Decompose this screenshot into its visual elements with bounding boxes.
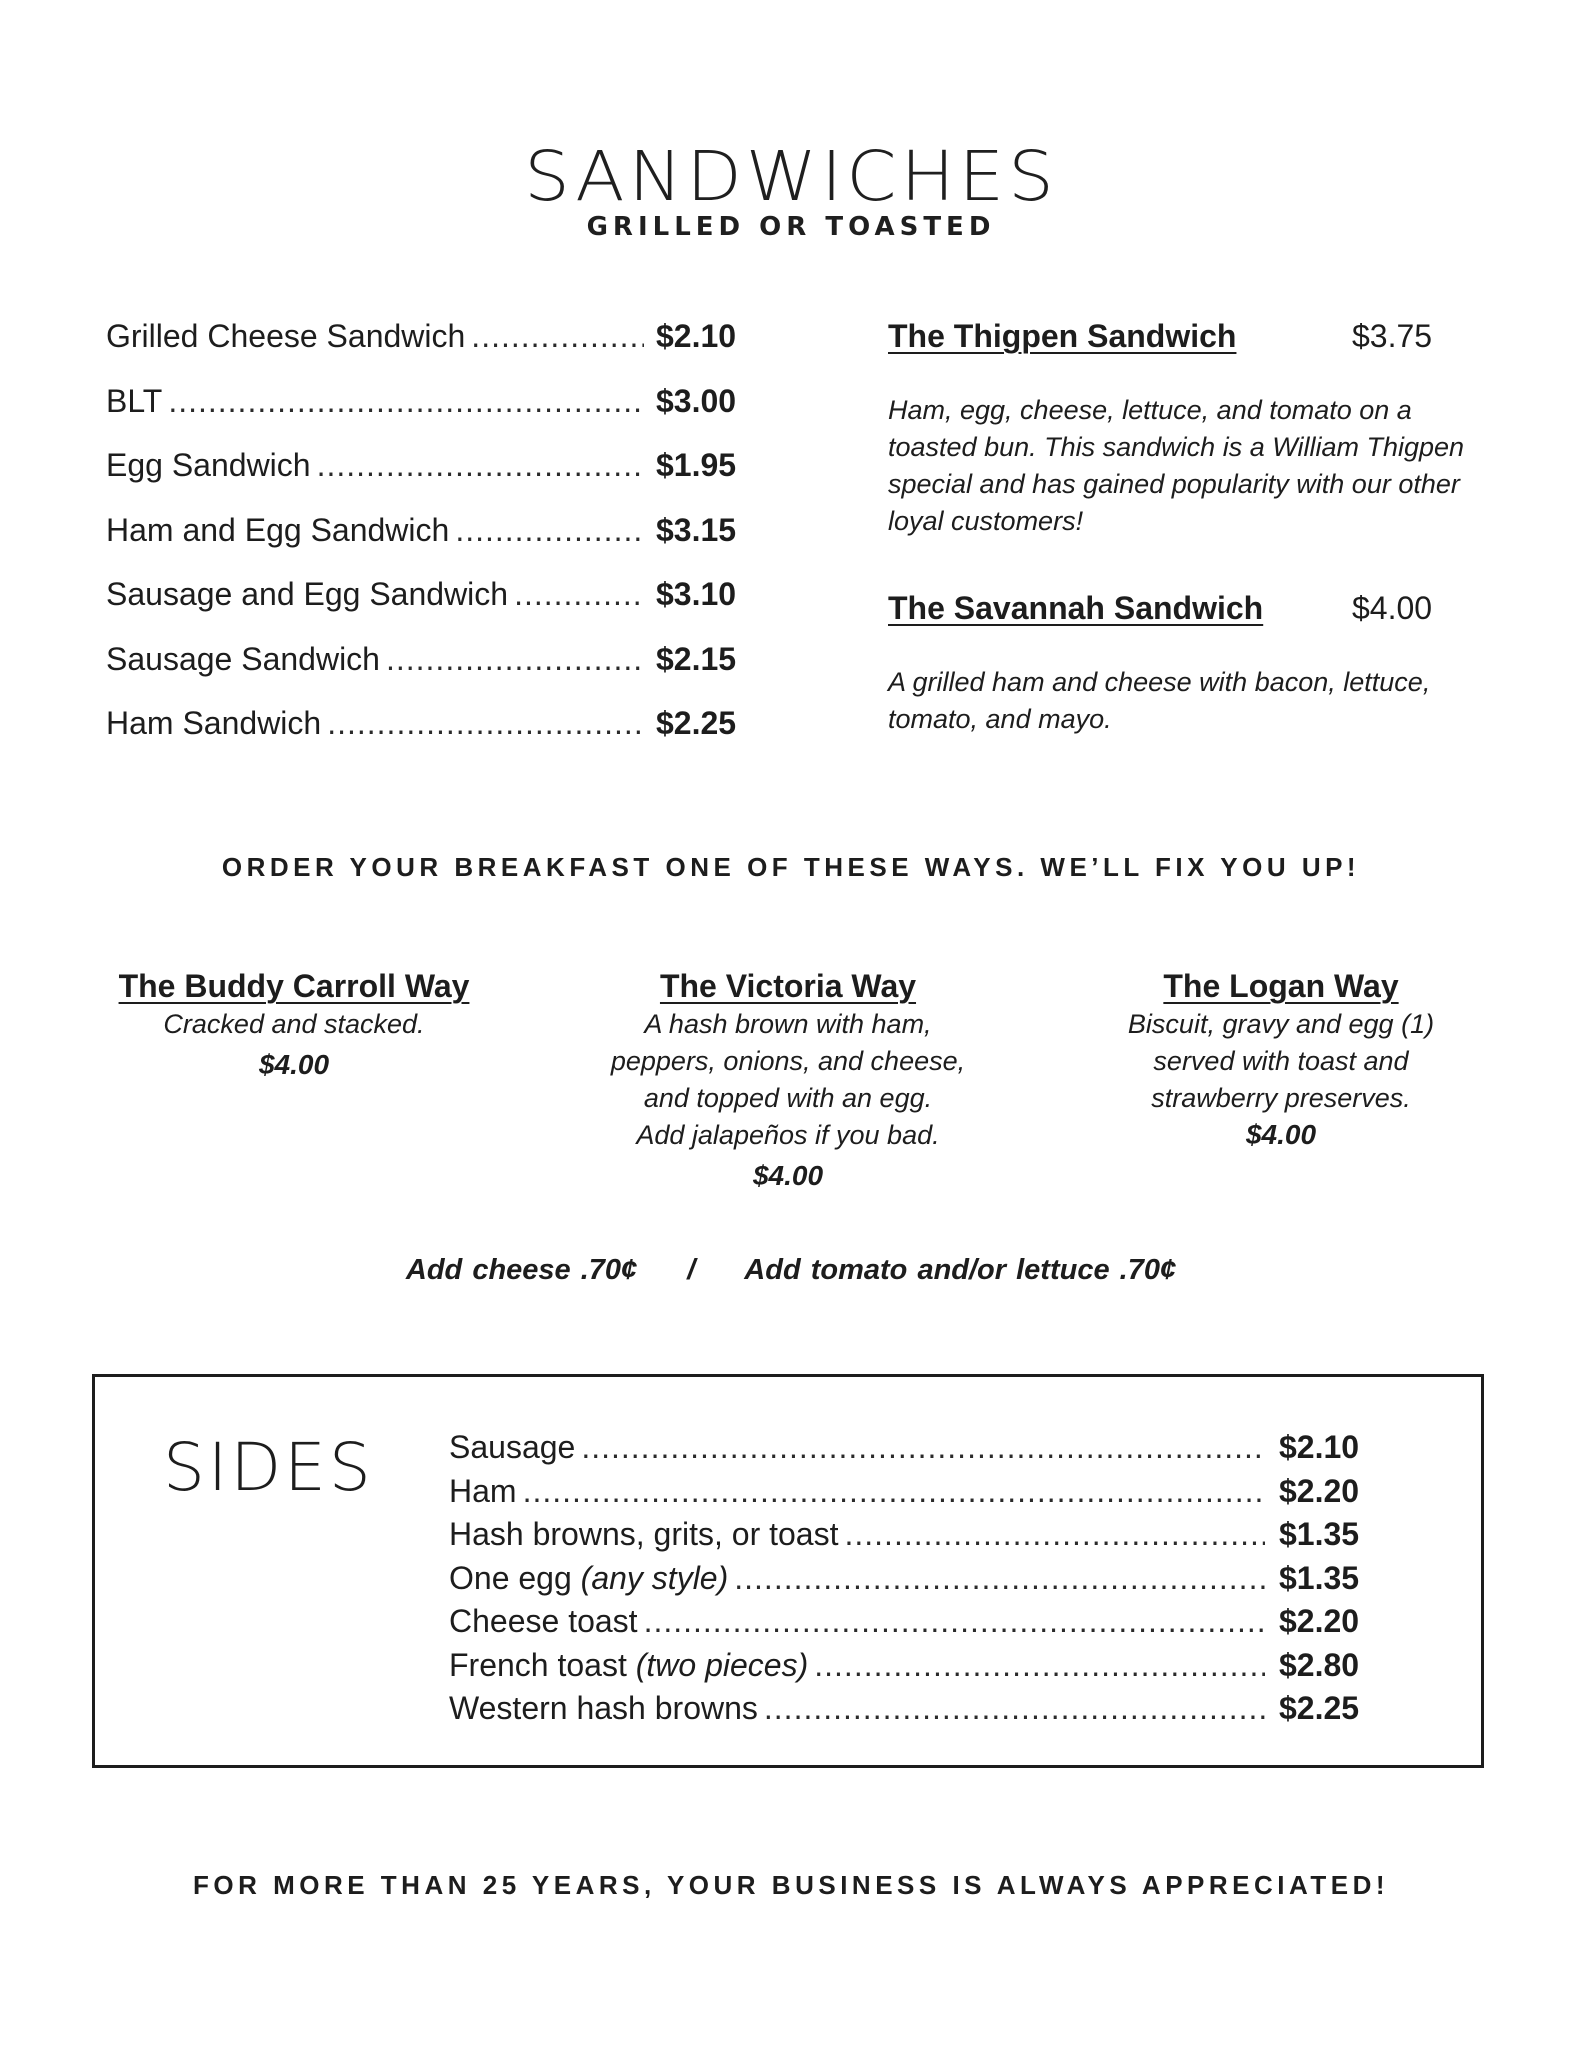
sandwich-list <box>106 318 756 770</box>
menu-item-name: Ham and Egg Sandwich <box>106 511 450 548</box>
breakfast-way-price: $4.00 <box>752 1160 824 1191</box>
dot-leader <box>581 1429 1265 1466</box>
side-item-price: $2.20 <box>1279 1472 1360 1509</box>
menu-item-price: $3.10 <box>656 576 737 612</box>
menu-item-name: Sausage and Egg Sandwich <box>106 576 509 612</box>
dot-leader <box>514 576 644 613</box>
side-item-name: Western hash browns <box>449 1690 758 1726</box>
dot-leader <box>814 1647 1265 1684</box>
footer-message: FOR MORE THAN 25 YEARS, YOUR BUSINESS IS ALWAYS APPRECIATED! <box>192 1870 1390 1900</box>
menu-item <box>106 641 756 706</box>
menu-item <box>106 383 756 448</box>
side-item <box>449 1647 1379 1691</box>
side-item-name: Ham <box>449 1472 517 1509</box>
dot-leader <box>644 1603 1265 1640</box>
featured-sandwich-header <box>888 590 1488 634</box>
featured-sandwich-header <box>888 318 1488 362</box>
side-item-price: $1.35 <box>1279 1516 1360 1552</box>
breakfast-way-price: $4.00 <box>1245 1119 1317 1150</box>
side-item-price: $2.10 <box>1279 1429 1360 1465</box>
menu-item <box>106 512 756 577</box>
featured-sandwich-description: A grilled ham and cheese with bacon, lettuce, tomato, and mayo. <box>888 667 1431 734</box>
menu-item-name: Grilled Cheese Sandwich <box>106 318 466 354</box>
breakfast-way-name: The Victoria Way <box>659 968 917 1004</box>
addon-tomato-lettuce: Add tomato and/or lettuce .70¢ <box>744 1254 1177 1286</box>
side-item-name: Cheese toast <box>449 1603 638 1639</box>
featured-sandwich-name: The Thigpen Sandwich <box>888 318 1237 354</box>
dot-leader <box>168 383 644 420</box>
menu-item-price: $2.15 <box>656 640 737 677</box>
menu-item-name: Ham Sandwich <box>106 705 322 741</box>
side-item <box>449 1690 1379 1734</box>
dot-leader <box>317 447 644 484</box>
breakfast-way-buddy-carroll <box>74 966 514 1085</box>
side-item-name: French toast (two pieces) <box>449 1646 809 1683</box>
side-item-price: $1.35 <box>1279 1559 1360 1596</box>
menu-item-price: $1.95 <box>656 447 737 483</box>
menu-item-price: $2.10 <box>656 318 737 354</box>
side-item <box>449 1429 1379 1473</box>
breakfast-way-description: A hash brown with ham, peppers, onions, and cheese, and topped with an egg. Add jalapeños if you bad. <box>610 1009 966 1150</box>
breakfast-way-description: Biscuit, gravy and egg (1) served with toast and strawberry preserves. <box>1127 1009 1435 1113</box>
breakfast-way-name: The Logan Way <box>1163 968 1399 1004</box>
featured-sandwich-name: The Savannah Sandwich <box>888 590 1264 626</box>
dot-leader <box>844 1516 1265 1553</box>
dot-leader <box>471 318 644 355</box>
side-item <box>449 1516 1379 1560</box>
side-item-name: One egg (any style) <box>449 1559 729 1596</box>
addon-separator: / <box>687 1254 696 1286</box>
side-item-name: Hash browns, grits, or toast <box>449 1516 839 1552</box>
dot-leader <box>455 512 644 549</box>
menu-item-name: Sausage Sandwich <box>106 640 380 677</box>
side-item-price: $2.25 <box>1279 1690 1360 1726</box>
side-item-price: $2.20 <box>1279 1603 1360 1639</box>
page-title: SANDWICHES <box>524 136 1058 216</box>
menu-item <box>106 447 756 512</box>
dot-leader <box>764 1690 1265 1727</box>
sides-title: SIDES <box>163 1429 374 1506</box>
page-subtitle: GRILLED OR TOASTED <box>586 212 996 242</box>
sides-box <box>92 1374 1484 1768</box>
side-item-price: $2.80 <box>1279 1646 1360 1683</box>
sides-list <box>449 1429 1379 1734</box>
menu-item-price: $3.00 <box>656 382 737 419</box>
breakfast-way-victoria <box>568 966 1008 1196</box>
menu-item-name: Egg Sandwich <box>106 447 311 483</box>
featured-sandwich-price: $4.00 <box>1352 590 1433 626</box>
menu-item <box>106 705 756 770</box>
menu-item-name: BLT <box>106 382 163 419</box>
side-item <box>449 1560 1379 1604</box>
dot-leader <box>734 1560 1265 1597</box>
menu-item <box>106 576 756 641</box>
featured-sandwich-savannah <box>888 590 1488 738</box>
dot-leader <box>327 705 644 742</box>
breakfast-addons <box>0 1254 1582 1287</box>
featured-sandwich-price: $3.75 <box>1352 318 1433 354</box>
menu-item <box>106 318 756 383</box>
addon-cheese: Add cheese .70¢ <box>405 1254 638 1286</box>
dot-leader <box>386 641 644 678</box>
side-item <box>449 1603 1379 1647</box>
featured-sandwich-thigpen <box>888 318 1488 540</box>
menu-item-price: $2.25 <box>656 705 737 741</box>
breakfast-heading: ORDER YOUR BREAKFAST ONE OF THESE WAYS. WE’LL FIX YOU UP! <box>221 852 1361 882</box>
dot-leader <box>523 1473 1265 1510</box>
breakfast-way-description: Cracked and stacked. <box>163 1009 425 1039</box>
featured-sandwich-description: Ham, egg, cheese, lettuce, and tomato on a toasted bun. This sandwich is a William Thigpen special and has gained popularity with our other loyal customers! <box>888 395 1465 536</box>
menu-item-price: $3.15 <box>656 511 737 548</box>
side-item-name: Sausage <box>449 1429 576 1465</box>
breakfast-way-logan <box>1061 966 1501 1155</box>
breakfast-way-name: The Buddy Carroll Way <box>118 968 470 1004</box>
side-item <box>449 1473 1379 1517</box>
breakfast-way-price: $4.00 <box>258 1049 330 1080</box>
